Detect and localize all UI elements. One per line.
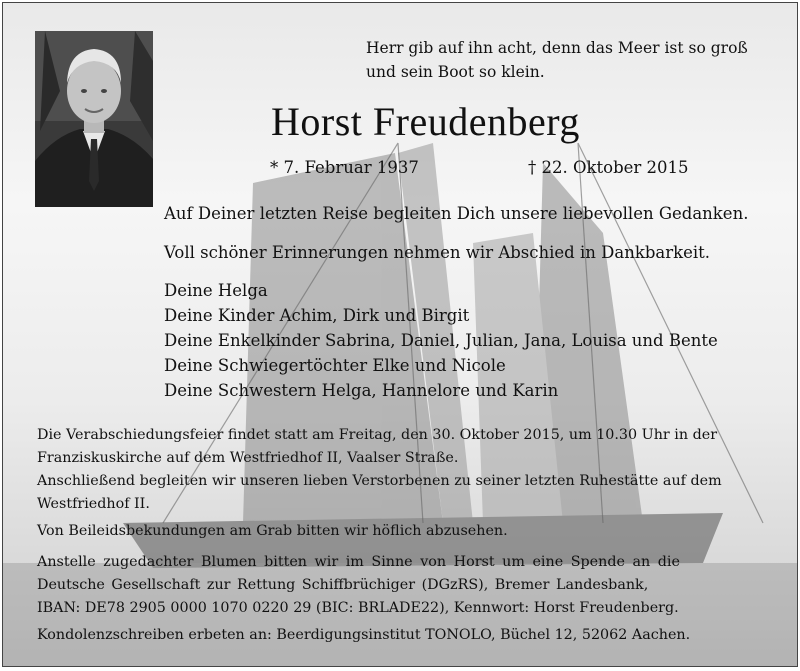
family-list <box>164 278 718 403</box>
donation-line: IBAN: DE78 2905 0000 1070 0220 29 (BIC: BRLADE22), Kennwort: Horst Freudenberg. <box>37 600 679 616</box>
donation-info <box>37 551 680 620</box>
ceremony-line: Westfriedhof II. <box>37 496 150 512</box>
message-line-2: Voll schöner Erinnerungen nehmen wir Abschied in Dankbarkeit. <box>164 243 711 262</box>
quote-line-1: Herr gib auf ihn acht, denn das Meer ist so groß <box>366 39 748 57</box>
death-date: † 22. Oktober 2015 <box>528 158 689 177</box>
family-line: Deine Kinder Achim, Dirk und Birgit <box>164 306 470 325</box>
bible-quote <box>366 36 748 84</box>
message-line-1: Auf Deiner letzten Reise begleiten Dich unsere liebevollen Gedanken. <box>164 204 749 223</box>
donation-line: Anstelle zugedachter Blumen bitten wir im Sinne von Horst um eine Spende an die <box>37 554 680 570</box>
family-line: Deine Helga <box>164 281 268 300</box>
family-line: Deine Schwestern Helga, Hannelore und Karin <box>164 381 559 400</box>
family-line: Deine Enkelkinder Sabrina, Daniel, Julian, Jana, Louisa und Bente <box>164 331 718 350</box>
condolence-note: Von Beileidsbekundungen am Grab bitten wir höflich abzusehen. <box>37 523 508 539</box>
obituary-card <box>2 2 798 667</box>
ceremony-line: Anschließend begleiten wir unseren lieben Verstorbenen zu seiner letzten Ruhestätte auf dem <box>37 473 722 489</box>
portrait-photo <box>35 31 153 207</box>
ceremony-line: Franziskuskirche auf dem Westfriedhof II, Vaalser Straße. <box>37 450 459 466</box>
birth-date: * 7. Februar 1937 <box>270 158 419 177</box>
address-line: Kondolenzschreiben erbeten an: Beerdigungsinstitut TONOLO, Büchel 12, 52062 Aachen. <box>37 627 691 643</box>
family-line: Deine Schwiegertöchter Elke und Nicole <box>164 356 506 375</box>
ceremony-line: Die Verabschiedungsfeier findet statt am Freitag, den 30. Oktober 2015, um 10.30 Uhr in der <box>37 427 718 443</box>
deceased-name: Horst Freudenberg <box>271 99 580 144</box>
donation-line: Deutsche Gesellschaft zur Rettung Schiffbrüchiger (DGzRS), Bremer Landesbank, <box>37 577 649 593</box>
quote-line-2: und sein Boot so klein. <box>366 63 545 81</box>
ceremony-info <box>37 424 722 516</box>
